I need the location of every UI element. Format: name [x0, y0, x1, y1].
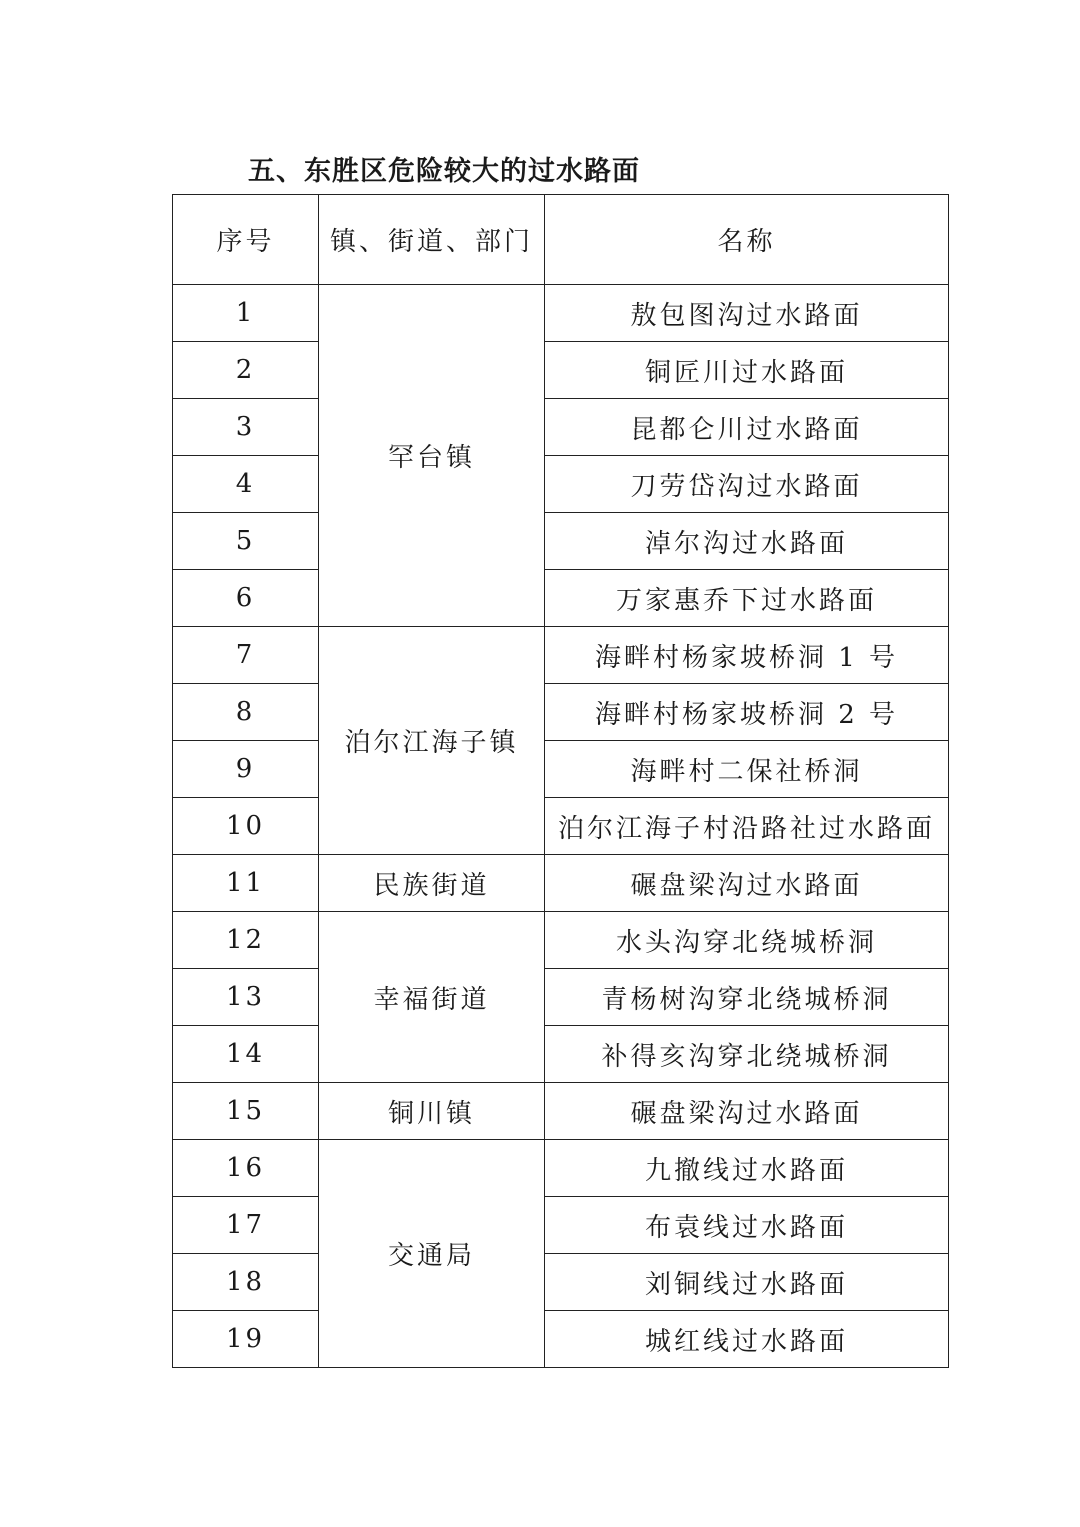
row-index: 13 — [173, 969, 319, 1026]
table-row — [173, 399, 949, 456]
header-index: 序号 — [173, 195, 319, 285]
row-name: 刀劳岱沟过水路面 — [545, 456, 949, 513]
row-index: 6 — [173, 570, 319, 627]
row-name: 海畔村二保社桥洞 — [545, 741, 949, 798]
header-name: 名称 — [545, 195, 949, 285]
row-name: 淖尔沟过水路面 — [545, 513, 949, 570]
water-crossing-table — [172, 194, 949, 1368]
row-index: 10 — [173, 798, 319, 855]
table-row — [173, 513, 949, 570]
row-index: 11 — [173, 855, 319, 912]
row-name: 城红线过水路面 — [545, 1311, 949, 1368]
row-unit: 交通局 — [319, 1140, 545, 1368]
row-index: 19 — [173, 1311, 319, 1368]
table-row — [173, 1140, 949, 1197]
table-row — [173, 969, 949, 1026]
row-name: 补得亥沟穿北绕城桥洞 — [545, 1026, 949, 1083]
row-unit: 民族街道 — [319, 855, 545, 912]
row-index: 17 — [173, 1197, 319, 1254]
table-header-row — [173, 195, 949, 285]
table-row — [173, 456, 949, 513]
row-index: 14 — [173, 1026, 319, 1083]
row-name: 碾盘梁沟过水路面 — [545, 1083, 949, 1140]
row-name: 铜匠川过水路面 — [545, 342, 949, 399]
row-name: 水头沟穿北绕城桥洞 — [545, 912, 949, 969]
row-index: 18 — [173, 1254, 319, 1311]
row-index: 3 — [173, 399, 319, 456]
row-index: 8 — [173, 684, 319, 741]
row-name: 九撤线过水路面 — [545, 1140, 949, 1197]
row-name: 青杨树沟穿北绕城桥洞 — [545, 969, 949, 1026]
row-name: 碾盘梁沟过水路面 — [545, 855, 949, 912]
row-index: 7 — [173, 627, 319, 684]
table-row — [173, 570, 949, 627]
row-index: 5 — [173, 513, 319, 570]
table-row — [173, 741, 949, 798]
row-unit: 幸福街道 — [319, 912, 545, 1083]
row-unit: 铜川镇 — [319, 1083, 545, 1140]
header-unit: 镇、街道、部门 — [319, 195, 545, 285]
table-row — [173, 1311, 949, 1368]
table-row — [173, 627, 949, 684]
row-index: 4 — [173, 456, 319, 513]
row-index: 2 — [173, 342, 319, 399]
row-name: 万家惠乔下过水路面 — [545, 570, 949, 627]
table-row — [173, 1254, 949, 1311]
table-row — [173, 1026, 949, 1083]
row-index: 1 — [173, 285, 319, 342]
row-unit: 泊尔江海子镇 — [319, 627, 545, 855]
row-name: 海畔村杨家坡桥洞 1 号 — [545, 627, 949, 684]
table-row — [173, 684, 949, 741]
table-row — [173, 285, 949, 342]
row-name: 昆都仑川过水路面 — [545, 399, 949, 456]
table-row — [173, 1197, 949, 1254]
row-index: 9 — [173, 741, 319, 798]
table-row — [173, 342, 949, 399]
row-index: 15 — [173, 1083, 319, 1140]
page-title: 五、东胜区危险较大的过水路面 — [248, 156, 640, 187]
row-unit: 罕台镇 — [319, 285, 545, 627]
row-name: 泊尔江海子村沿路社过水路面 — [545, 798, 949, 855]
table-row — [173, 1083, 949, 1140]
row-index: 12 — [173, 912, 319, 969]
table-row — [173, 912, 949, 969]
table-row — [173, 798, 949, 855]
row-name: 敖包图沟过水路面 — [545, 285, 949, 342]
table-row — [173, 855, 949, 912]
row-index: 16 — [173, 1140, 319, 1197]
table-body — [173, 285, 949, 1368]
row-name: 海畔村杨家坡桥洞 2 号 — [545, 684, 949, 741]
row-name: 布袁线过水路面 — [545, 1197, 949, 1254]
row-name: 刘铜线过水路面 — [545, 1254, 949, 1311]
